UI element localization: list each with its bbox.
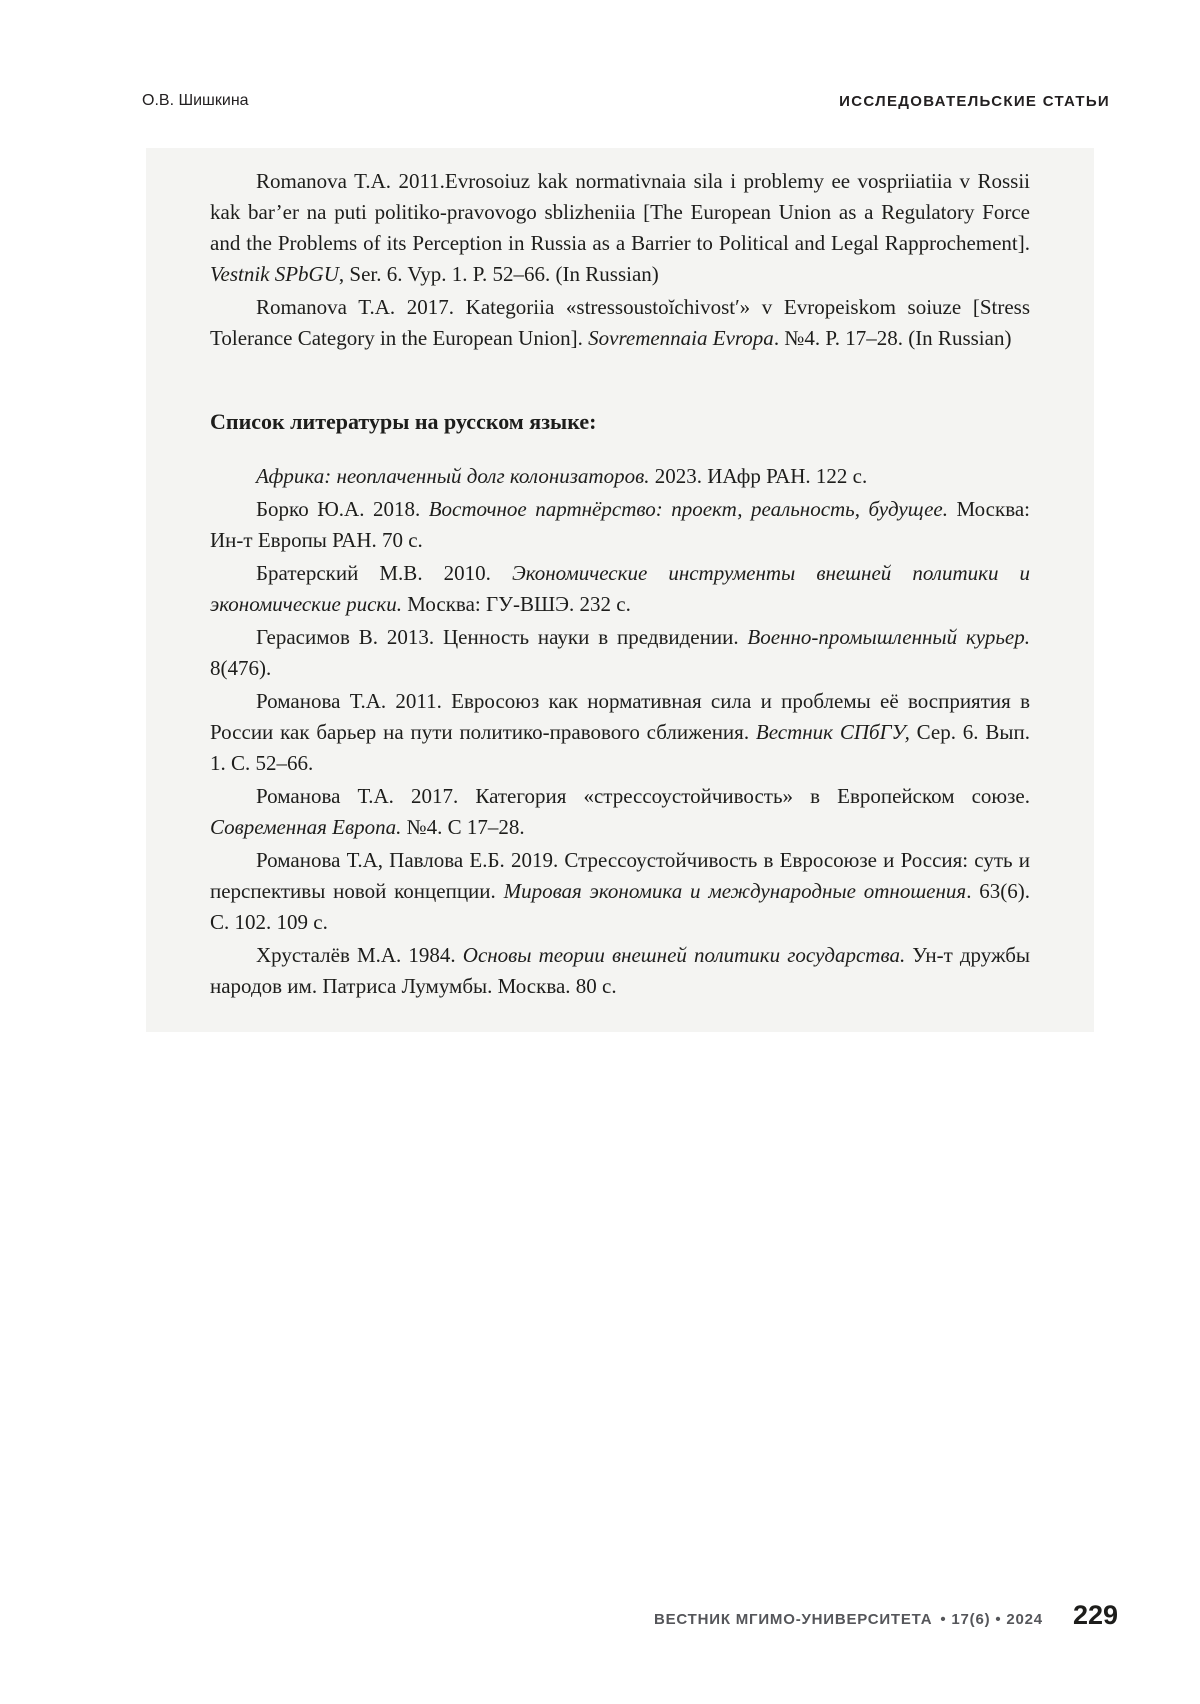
russian-reference-entry: Герасимов В. 2013. Ценность науки в предвидении. Военно-промышленный курьер. 8(476). (210, 625, 1030, 680)
journal-title: ВЕСТНИК МГИМО-УНИВЕРСИТЕТА (653, 1611, 933, 1628)
references-panel (146, 148, 1094, 1032)
russian-references-heading: Список литературы на русском языке: (210, 409, 597, 434)
header-author: О.В. Шишкина (142, 92, 249, 109)
russian-reference-entry: Романова Т.А. 2011. Евросоюз как нормативная сила и проблемы её восприятия в России как барьер на пути политико-правового сближения. Вестник СПбГУ, Сер. 6. Вып. 1. С. 52–66. (210, 689, 1030, 775)
russian-reference-entry: Романова Т.А. 2017. Категория «стрессоустойчивость» в Европейском союзе. Современная Европа. №4. С 17–28. (210, 784, 1030, 839)
page-number: 229 (1072, 1600, 1118, 1630)
transliterated-reference-entry: Romanova T.A. 2011.Evrosoiuz kak normativnaia sila i problemy ee vospriiatiia v Rossii kak bar’er na puti politiko-pravovogo sblizheniia [The European Union as a Regulatory Force and the Problems of its Perception in Russia as a Barrier to Political and Legal Rapprochement]. Vestnik SPbGU, Ser. 6. Vyp. 1. P. 52–66. (In Russian) (210, 169, 1030, 286)
russian-reference-entry: Романова Т.А, Павлова Е.Б. 2019. Стрессоустойчивость в Евросоюзе и Россия: суть и перспективы новой концепции. Мировая экономика и международные отношения. 63(6). С. 102. 109 с. (210, 848, 1030, 934)
russian-reference-entry: Борко Ю.А. 2018. Восточное партнёрство: проект, реальность, будущее. Москва: Ин-т Европы РАН. 70 с. (210, 497, 1030, 552)
page-footer (654, 1600, 1118, 1631)
russian-reference-entry: Африка: неоплаченный долг колонизаторов. 2023. ИАфр РАН. 122 с. (256, 464, 868, 488)
transliterated-reference-entry: Romanova T.A. 2017. Kategoriia «stressoustoĭchivost′» v Evropeiskom soiuze [Stress Tolerance Category in the European Union]. Sovremennaia Evropa. №4. P. 17–28. (In Russian) (210, 295, 1030, 350)
russian-reference-entry: Хрусталёв М.А. 1984. Основы теории внешней политики государства. Ун-т дружбы народов им. Патриса Лумумбы. Москва. 80 с. (210, 943, 1031, 998)
footer-journal-line (654, 1611, 1043, 1628)
journal-issue: • 17(6) • 2024 (940, 1611, 1043, 1628)
russian-reference-entry: Братерский М.В. 2010. Экономические инструменты внешней политики и экономические риски. Москва: ГУ-ВШЭ. 232 с. (210, 561, 1031, 616)
header-section-label: ИССЛЕДОВАТЕЛЬСКИЕ СТАТЬИ (839, 93, 1110, 110)
